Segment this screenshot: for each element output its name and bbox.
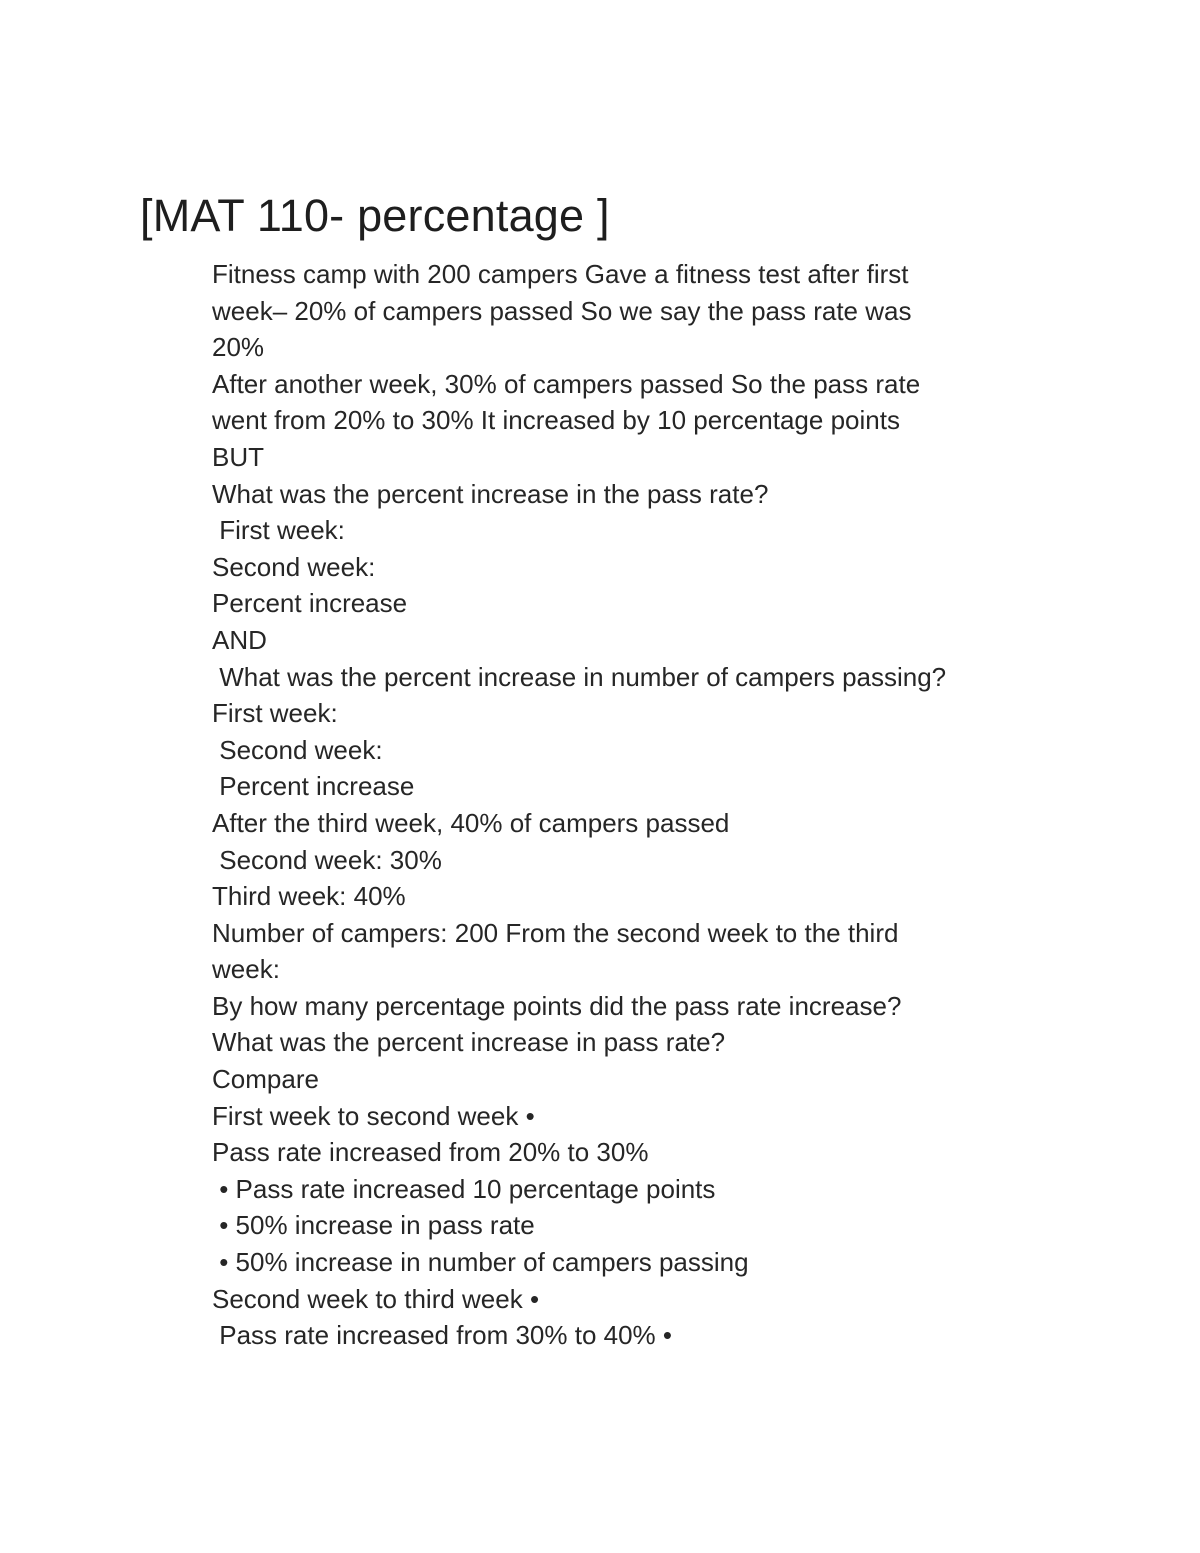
- text-line: What was the percent increase in pass rate?: [212, 1027, 726, 1058]
- document-title: [MAT 110- percentage ]: [140, 190, 610, 241]
- text-line: week:: [212, 954, 280, 985]
- text-line: What was the percent increase in the pass rate?: [212, 478, 769, 509]
- text-line: went from 20% to 30% It increased by 10 percentage points: [212, 405, 900, 436]
- text-line: week– 20% of campers passed So we say the pass rate was: [212, 295, 912, 326]
- text-line: First week:: [212, 698, 338, 729]
- text-line: Second week:: [212, 551, 376, 582]
- text-line: Percent increase: [212, 588, 408, 619]
- text-line: Number of campers: 200 From the second week to the third: [212, 917, 899, 948]
- text-line: • Pass rate increased 10 percentage points: [212, 1173, 716, 1204]
- text-line: Third week: 40%: [212, 881, 406, 912]
- text-line: BUT: [212, 441, 264, 472]
- text-line: By how many percentage points did the pass rate increase?: [212, 990, 902, 1021]
- text-line: 20%: [212, 332, 265, 363]
- text-line: Second week:: [212, 734, 383, 765]
- text-line: Pass rate increased from 20% to 30%: [212, 1137, 649, 1168]
- text-line: • 50% increase in number of campers passing: [212, 1247, 749, 1278]
- text-line: First week:: [212, 515, 345, 546]
- text-line: Second week: 30%: [212, 844, 442, 875]
- document-body: [212, 256, 1072, 1354]
- text-line: What was the percent increase in number of campers passing?: [212, 661, 947, 692]
- text-line: Pass rate increased from 30% to 40% •: [212, 1320, 672, 1351]
- text-line: Second week to third week •: [212, 1283, 540, 1314]
- text-line: After the third week, 40% of campers passed: [212, 807, 730, 838]
- text-line: Compare: [212, 1064, 319, 1095]
- text-line: • 50% increase in pass rate: [212, 1210, 535, 1241]
- text-line: Fitness camp with 200 campers Gave a fitness test after first: [212, 259, 909, 289]
- text-line: Percent increase: [212, 771, 415, 802]
- text-line: After another week, 30% of campers passed So the pass rate: [212, 368, 921, 399]
- text-line: First week to second week •: [212, 1100, 535, 1131]
- text-line: AND: [212, 624, 267, 655]
